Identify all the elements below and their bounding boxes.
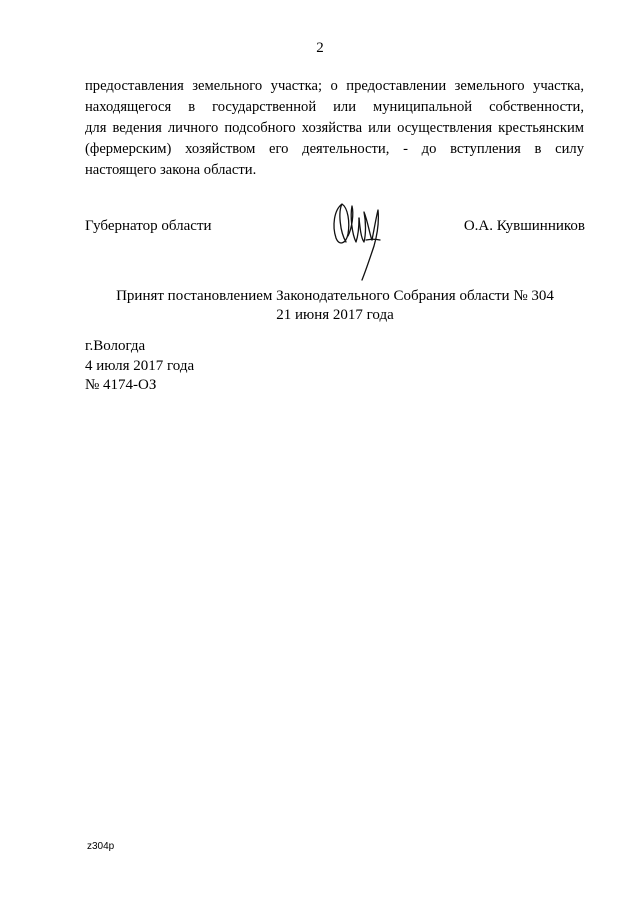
body-line: находящегося в государственной или муниципальной собственности,	[85, 99, 584, 115]
body-line: для ведения личного подсобного хозяйства или осуществления крестьянским	[85, 120, 584, 136]
body-paragraph	[85, 76, 584, 181]
handwritten-signature	[328, 196, 390, 286]
place-and-date	[85, 337, 194, 396]
body-line: (фермерским) хозяйством его деятельности, - до вступления в силу	[85, 141, 584, 157]
body-line: предоставления земельного участка; о предоставлении земельного участка,	[85, 78, 584, 94]
governor-name: О.А. Кувшинников	[463, 218, 585, 234]
signing-date: 4 июля 2017 года	[85, 357, 195, 374]
adoption-date: 21 июня 2017 года	[276, 307, 394, 323]
governor-title: Губернатор области	[85, 218, 212, 234]
adoption-note	[0, 287, 640, 325]
page-number: 2	[316, 40, 324, 56]
footer-code: z304p	[87, 841, 115, 852]
body-line: настоящего закона области.	[85, 162, 257, 178]
law-number: № 4174-ОЗ	[85, 377, 157, 393]
adoption-line: Принят постановлением Законодательного Собрания области № 304	[116, 288, 554, 304]
city: г.Вологда	[85, 338, 146, 354]
